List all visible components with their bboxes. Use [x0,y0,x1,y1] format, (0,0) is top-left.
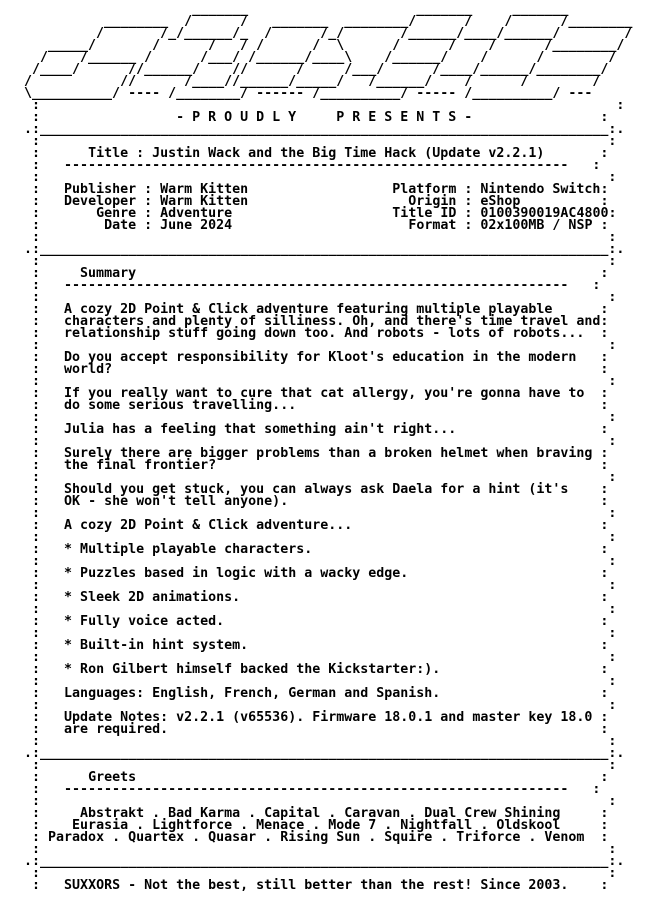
summary-paragraph-line: * Fully voice acted. [64,614,225,629]
info-value: 02x100MB / NSP [480,218,593,233]
greets-line: Paradox . Quartex . Quasar . Rising Sun . Squire . Triforce . Venom [48,830,585,845]
summary-paragraph-line: do some serious travelling... [64,398,297,413]
footer-tagline: SUXXORS - Not the best, still better than the rest! Since 2003. [64,878,569,893]
nfo-document: _______ _______ _______ ________ / / _______ ________/ / / /________ / /_/______/_ / /_/ /______/____/______/ / _____/ / / / / / \ / / / /________/ / /______ / /___/ /______/____\ /______/ / / / /____/ //______/ // / /___/ /____/______/________/ / // /____//______/_____/ /______/ / / / \__________/ ---- /________/ ------ /__________/ ----- /__________/ --- : : : - P R O U D L Y P R E S E N T S - : .:_______________________________________________________________________:. : : : Title : Justin Wack and the Big Time Hack (Update v2.2.1) : : --------------------------------------------------------------- : : : : Publisher : Warm Kitten Platform : Nintendo Switch: : Developer : Warm Kitten Origin : eShop : : Genre : Adventure Title ID : 0100390019AC4800: : Date : June 2024 Format : 02x100MB / NSP : : : .:_______________________________________________________________________:. : : : Summary : : --------------------------------------------------------------- : : : : A cozy 2D Point & Click adventure featuring multiple playable : : characters and plenty of silliness. Oh, and there's time travel and: : relationship stuff going down too. And robots - lots of robots... : : : : Do you accept responsibility for Kloot's education in the modern : : world? : : : : If you really want to cure that cat allergy, you're gonna have to : : do some serious travelling... : : : : Julia has a feeling that something ain't right... : : : : Surely there are bigger problems than a broken helmet when braving : : the final frontier? : : : : Should you get stuck, you can always ask Daela for a hint (it's : : OK - she won't tell anyone). : : : : A cozy 2D Point & Click adventure... : : : : * Multiple playable characters. : : : : * Puzzles based in logic with a wacky edge. : : : : * Sleek 2D animations. : : : : * Fully voice acted. : : : : * Built-in hint system. : : : : * Ron Gilbert himself backed the Kickstarter:). : : : : Languages: English, French, German and Spanish. : : : : Update Notes: v2.2.1 (v65536). Firmware 18.0.1 and master key 18.0 : : are required. : : : .:_______________________________________________________________________:. : : : Greets : : --------------------------------------------------------------- : : : : Abstrakt . Bad Karma . Capital . Caravan . Dual Crew Shining : : Eurasia . Lightforce . Menace . Mode 7 . Nightfall . Oldskool : : Paradox . Quartex . Quasar . Rising Sun . Squire . Triforce . Venom : : : .:_______________________________________________________________________:. : : : SUXXORS - Not the best, still better than the rest! Since 2003. : [24,2,633,893]
info-key: Genre : [64,206,161,221]
summary-paragraph-line: relationship stuff going down too. And robots - lots of robots... [64,326,585,341]
greets-line: Eurasia . Lightforce . Menace . Mode 7 . Nightfall . Oldskool [72,818,561,833]
summary-paragraph-line: Should you get stuck, you can always ask Daela for a hint (it's [64,482,569,497]
greets-line: Abstrakt . Bad Karma . Capital . Caravan . Dual Crew Shining [80,806,561,821]
info-value: eShop [480,194,521,209]
info-key: Origin : [384,194,481,209]
info-key: Format : [384,218,481,233]
summary-paragraph-line: are required. [64,722,169,737]
info-value: Warm Kitten [160,194,249,209]
info-value: Warm Kitten [160,182,249,197]
summary-paragraph-line: A cozy 2D Point & Click adventure featuring multiple playable [64,302,553,317]
info-value: 0100390019AC4800 [480,206,609,221]
presents-banner: - P R O U D L Y P R E S E N T S - [176,110,473,125]
info-value: Nintendo Switch [480,182,601,197]
summary-paragraph-line: Update Notes: v2.2.1 (v65536). Firmware 18.0.1 and master key 18.0 [64,710,593,725]
summary-paragraph-line: If you really want to cure that cat allergy, you're gonna have to [64,386,585,401]
greets-heading: Greets [88,770,137,785]
release-title-key: Title : [88,146,153,161]
summary-paragraph-line: Do you accept responsibility for Kloot's education in the modern [64,350,577,365]
summary-paragraph-line: characters and plenty of silliness. Oh, and there's time travel and [64,314,601,329]
summary-paragraph-line: * Built-in hint system. [64,638,249,653]
summary-paragraph-line: * Puzzles based in logic with a wacky edge. [64,566,409,581]
summary-paragraph-line: * Multiple playable characters. [64,542,313,557]
info-key: Date : [64,218,161,233]
info-value: June 2024 [160,218,233,233]
info-key: Title ID : [384,206,481,221]
info-key: Publisher : [64,182,161,197]
summary-paragraph-line: OK - she won't tell anyone). [64,494,289,509]
release-title: Justin Wack and the Big Time Hack (Update v2.2.1) [152,146,545,161]
ascii-logo: _______ _______ _______ ________ / / _______ ________/ / / /________ / /_/______/_ / /_/ /______/____/______/ / _____/ / / / / / \ / / / /________/ / /______ / /___/ /______/____\ /______/ / / / /____/ //______/ // / /___/ /____/______/________/ / // /____//______/_____/ /______/ / / / \__________/ ---- /________/ ------ /__________/ ----- /__________/ --- [24,2,633,101]
info-key: Developer : [64,194,161,209]
summary-paragraph-line: Julia has a feeling that something ain't right... [64,422,457,437]
summary-paragraph-line: A cozy 2D Point & Click adventure... [64,518,353,533]
summary-paragraph-line: the final frontier? [64,458,217,473]
summary-paragraph-line: * Sleek 2D animations. [64,590,241,605]
summary-paragraph-line: Languages: English, French, German and Spanish. [64,686,441,701]
summary-heading: Summary [80,266,137,281]
info-value: Adventure [160,206,233,221]
summary-paragraph-line: Surely there are bigger problems than a broken helmet when braving [64,446,593,461]
summary-paragraph-line: * Ron Gilbert himself backed the Kickstarter:). [64,662,441,677]
info-key: Platform : [384,182,481,197]
summary-paragraph-line: world? [64,362,113,377]
